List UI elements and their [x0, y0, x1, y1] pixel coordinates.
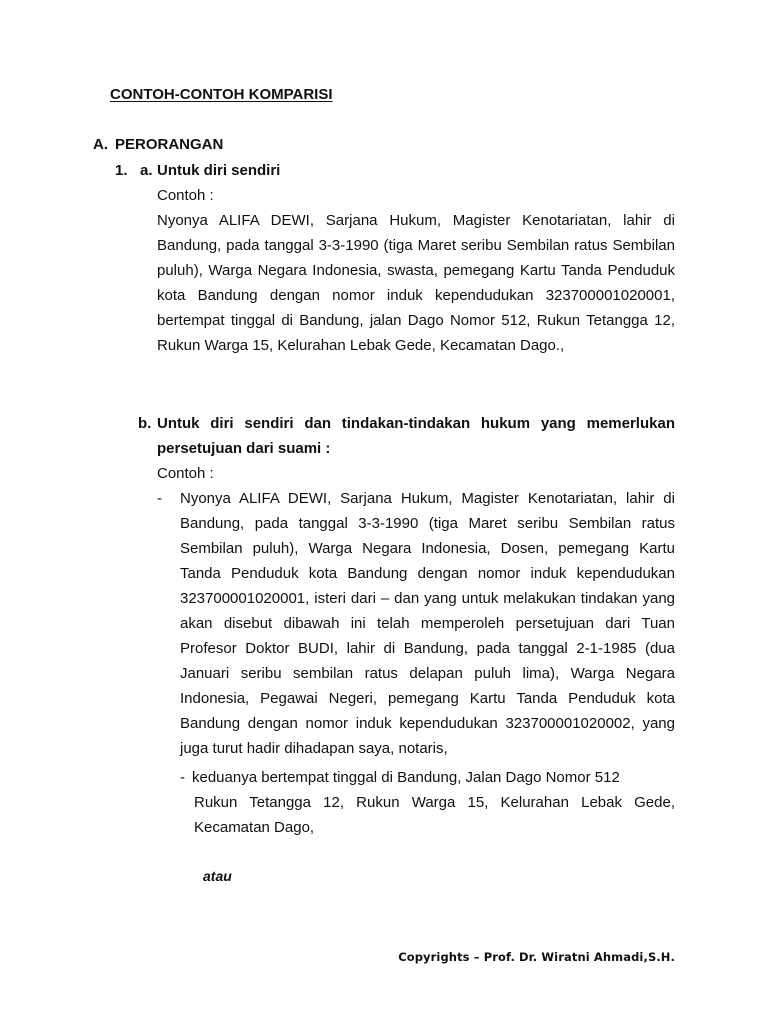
dash-item-2-first-line: keduanya bertempat tinggal di Bandung, Jalan Dago Nomor 512 [192, 769, 620, 786]
section-title: PERORANGAN [115, 136, 224, 153]
list-item-dash-1 [157, 486, 675, 761]
contoh-text-b: Contoh : [157, 465, 214, 482]
list-item-dash-2 [180, 765, 675, 840]
dash-item-2-rest: Rukun Tetangga 12, Rukun Warga 15, Kelurahan Lebak Gede, Kecamatan Dago, [194, 794, 675, 836]
atau-label: atau [203, 868, 232, 884]
paragraph-a [157, 208, 675, 358]
item-number: 1. [115, 162, 128, 179]
copyright-footer: Copyrights – Prof. Dr. Wiratni Ahmadi,S.H. [398, 950, 675, 964]
dash-marker: - [180, 769, 185, 786]
section-label: A. [93, 136, 108, 153]
contoh-label-b [157, 461, 214, 486]
contoh-label-a [157, 183, 677, 208]
item-1a-heading [115, 162, 280, 179]
sub-item-label-b: b. [138, 415, 152, 432]
sub-item-title-b: Untuk diri sendiri dan tindakan-tindakan hukum yang memerlukan persetujuan dari suami : [157, 415, 675, 457]
document-title: CONTOH-CONTOH KOMPARISI [110, 86, 333, 103]
contoh-text-a: Contoh : [157, 187, 214, 204]
dash-item-1-text: Nyonya ALIFA DEWI, Sarjana Hukum, Magister Kenotariatan, lahir di Bandung, pada tanggal 3-3-1990 (tiga Maret seribu Sembilan ratus Sembilan puluh), Warga Negara Indonesia, Dosen, pemegang Kartu Tanda Penduduk kota Bandung dengan nomor induk kependudukan 323700001020001, isteri dari – dan yang untuk melakukan tindakan yang akan disebut dibawah ini telah memperoleh persetujuan dari Tuan Profesor Doktor BUDI, lahir di Bandung, pada tanggal 2-1-1985 (dua Januari seribu sembilan ratus delapan puluh lima), Warga Negara Indonesia, Pegawai Negeri, pemegang Kartu Tanda Penduduk kota Bandung dengan nomor induk kependudukan 323700001020002, yang juga turut hadir dihadapan saya, notaris, [180, 490, 675, 757]
sub-item-title-a: Untuk diri sendiri [157, 162, 281, 179]
dash-marker: - [157, 490, 162, 507]
item-b-heading [138, 411, 678, 461]
section-heading [93, 136, 223, 153]
paragraph-a-text: Nyonya ALIFA DEWI, Sarjana Hukum, Magister Kenotariatan, lahir di Bandung, pada tanggal 3-3-1990 (tiga Maret seribu Sembilan ratus Sembilan puluh), Warga Negara Indonesia, swasta, pemegang Kartu Tanda Penduduk kota Bandung dengan nomor induk kependudukan 323700001020001, bertempat tinggal di Bandung, jalan Dago Nomor 512, Rukun Tetangga 12, Rukun Warga 15, Kelurahan Lebak Gede, Kecamatan Dago., [157, 212, 675, 354]
sub-item-label-a: a. [140, 162, 153, 179]
